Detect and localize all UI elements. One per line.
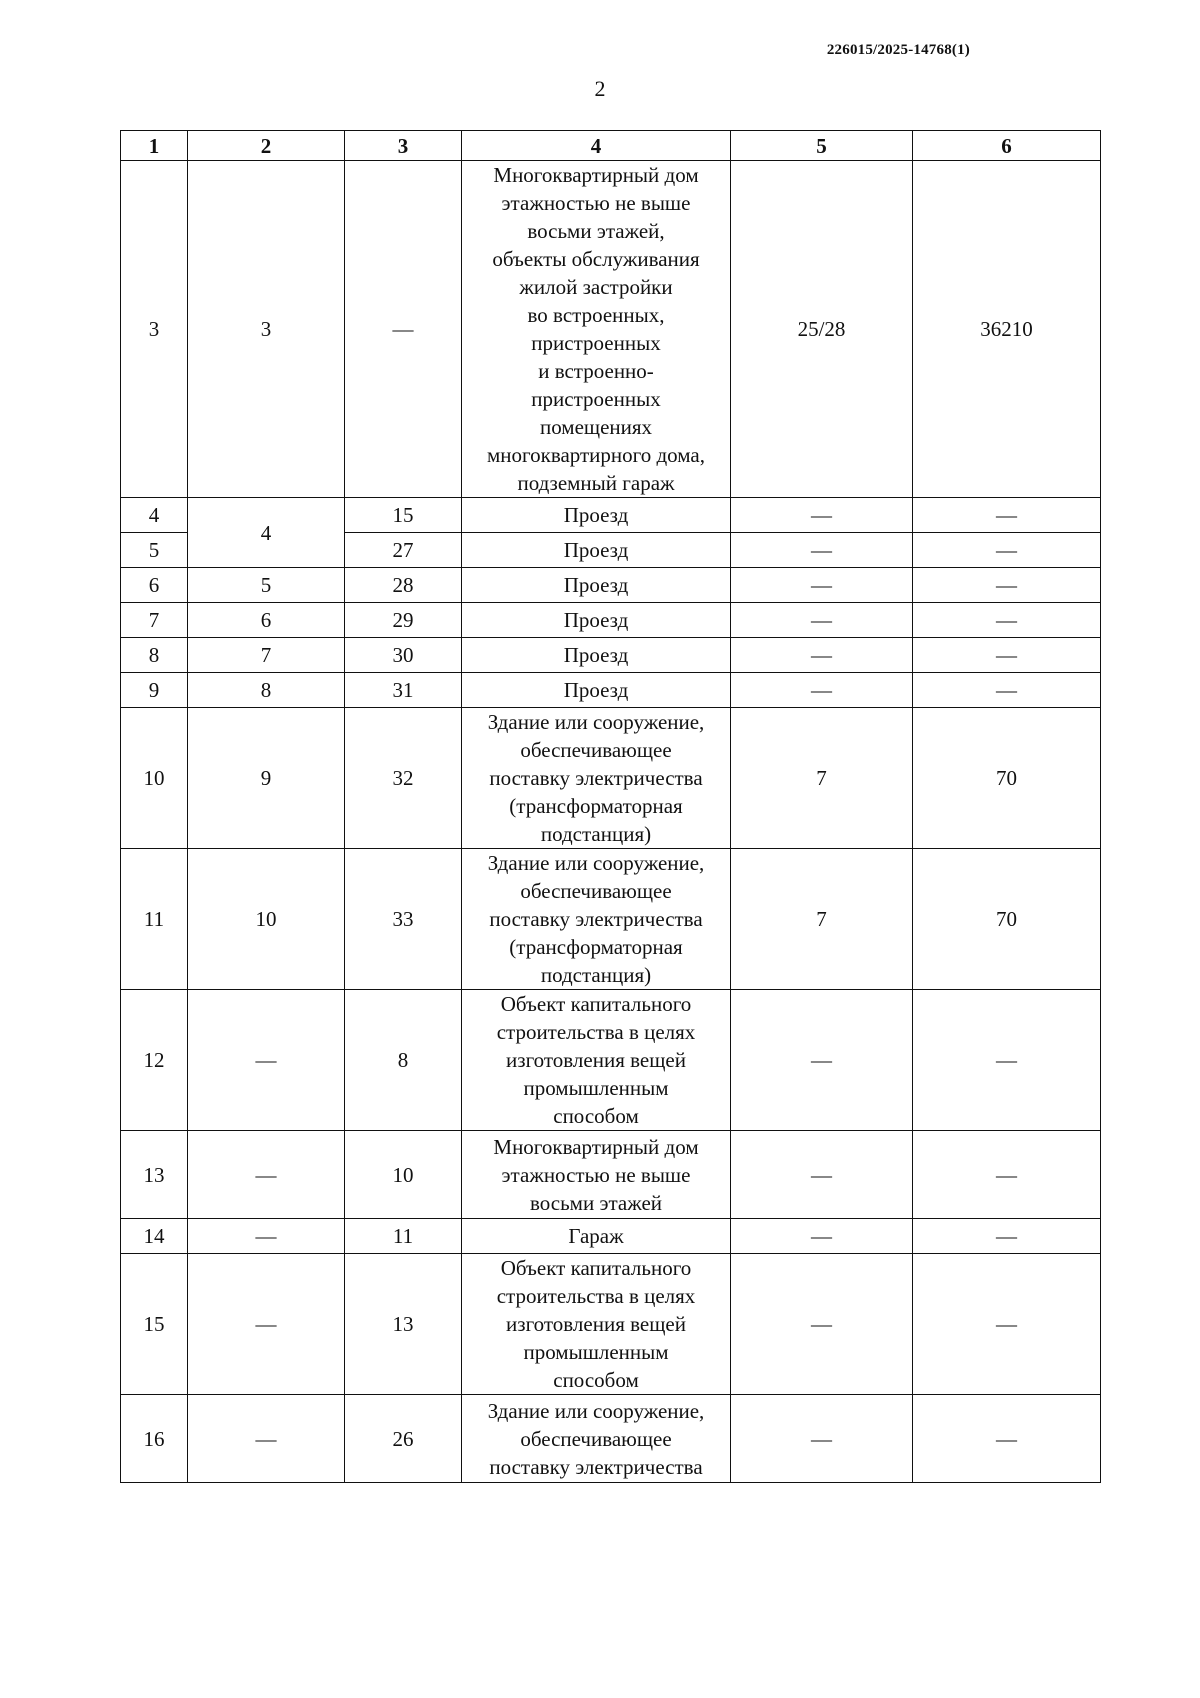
column-5-cell: — xyxy=(731,603,913,638)
row-number-cell: 8 xyxy=(121,638,188,673)
table-row xyxy=(121,161,1101,498)
table-header-row xyxy=(121,131,1101,161)
column-header: 6 xyxy=(913,131,1101,161)
column-5-cell: 7 xyxy=(731,708,913,849)
column-3-cell: 29 xyxy=(345,603,462,638)
column-6-cell: 36210 xyxy=(913,161,1101,498)
column-5-cell: — xyxy=(731,533,913,568)
column-3-cell: 31 xyxy=(345,673,462,708)
table-row xyxy=(121,1131,1101,1219)
row-number-cell: 5 xyxy=(121,533,188,568)
column-5-cell: — xyxy=(731,1131,913,1219)
table-row xyxy=(121,603,1101,638)
document-number: 226015/2025-14768(1) xyxy=(826,42,970,58)
column-3-cell: — xyxy=(345,161,462,498)
row-number-cell: 6 xyxy=(121,568,188,603)
column-6-cell: — xyxy=(913,603,1101,638)
column-2-cell: 5 xyxy=(188,568,345,603)
column-3-cell: 15 xyxy=(345,498,462,533)
column-2-cell: 8 xyxy=(188,673,345,708)
column-6-cell: — xyxy=(913,673,1101,708)
column-5-cell: — xyxy=(731,673,913,708)
column-2-cell: 6 xyxy=(188,603,345,638)
table-row xyxy=(121,708,1101,849)
description-cell: Здание или сооружение, обеспечивающее поставку электричества (трансформаторная подстанция) xyxy=(462,849,731,990)
row-number-cell: 15 xyxy=(121,1254,188,1395)
column-5-cell: 25/28 xyxy=(731,161,913,498)
column-2-cell: 10 xyxy=(188,849,345,990)
column-6-cell: — xyxy=(913,498,1101,533)
column-6-cell: 70 xyxy=(913,708,1101,849)
column-6-cell: 70 xyxy=(913,849,1101,990)
column-2-cell: 7 xyxy=(188,638,345,673)
column-3-cell: 13 xyxy=(345,1254,462,1395)
row-number-cell: 14 xyxy=(121,1219,188,1254)
table-row xyxy=(121,1219,1101,1254)
column-6-cell: — xyxy=(913,1254,1101,1395)
column-3-cell: 33 xyxy=(345,849,462,990)
row-number-cell: 3 xyxy=(121,161,188,498)
description-cell: Здание или сооружение, обеспечивающее поставку электричества (трансформаторная подстанция) xyxy=(462,708,731,849)
column-3-cell: 30 xyxy=(345,638,462,673)
column-5-cell: 7 xyxy=(731,849,913,990)
description-cell: Здание или сооружение, обеспечивающее поставку электричества xyxy=(462,1395,731,1483)
description-cell: Проезд xyxy=(462,638,731,673)
column-2-cell: 4 xyxy=(188,498,345,568)
column-2-cell: 3 xyxy=(188,161,345,498)
column-3-cell: 26 xyxy=(345,1395,462,1483)
column-3-cell: 10 xyxy=(345,1131,462,1219)
description-cell: Проезд xyxy=(462,533,731,568)
description-cell: Гараж xyxy=(462,1219,731,1254)
column-5-cell: — xyxy=(731,1254,913,1395)
row-number-cell: 10 xyxy=(121,708,188,849)
row-number-cell: 16 xyxy=(121,1395,188,1483)
description-cell: Проезд xyxy=(462,603,731,638)
column-6-cell: — xyxy=(913,990,1101,1131)
column-2-cell: — xyxy=(188,1219,345,1254)
column-header: 5 xyxy=(731,131,913,161)
table-row xyxy=(121,673,1101,708)
table-row xyxy=(121,849,1101,990)
row-number-cell: 9 xyxy=(121,673,188,708)
column-3-cell: 28 xyxy=(345,568,462,603)
row-number-cell: 12 xyxy=(121,990,188,1131)
column-3-cell: 32 xyxy=(345,708,462,849)
description-cell: Многоквартирный дом этажностью не выше восьми этажей xyxy=(462,1131,731,1219)
table-row xyxy=(121,568,1101,603)
description-cell: Объект капитального строительства в целях изготовления вещей промышленным способом xyxy=(462,1254,731,1395)
table-row xyxy=(121,638,1101,673)
column-6-cell: — xyxy=(913,568,1101,603)
column-6-cell: — xyxy=(913,1131,1101,1219)
row-number-cell: 11 xyxy=(121,849,188,990)
column-2-cell: — xyxy=(188,1254,345,1395)
row-number-cell: 13 xyxy=(121,1131,188,1219)
column-3-cell: 27 xyxy=(345,533,462,568)
column-6-cell: — xyxy=(913,533,1101,568)
column-2-cell: — xyxy=(188,1395,345,1483)
column-2-cell: — xyxy=(188,1131,345,1219)
column-2-cell: 9 xyxy=(188,708,345,849)
description-cell: Многоквартирный дом этажностью не выше восьми этажей, объекты обслуживания жилой застройки во встроенных, пристроенных и встроенно- пристроенных помещениях многоквартирного дома, подземный гараж xyxy=(462,161,731,498)
column-5-cell: — xyxy=(731,568,913,603)
register-table xyxy=(120,130,1101,1483)
table-row xyxy=(121,1254,1101,1395)
row-number-cell: 7 xyxy=(121,603,188,638)
row-number-cell: 4 xyxy=(121,498,188,533)
column-6-cell: — xyxy=(913,1395,1101,1483)
column-3-cell: 11 xyxy=(345,1219,462,1254)
column-5-cell: — xyxy=(731,1395,913,1483)
description-cell: Проезд xyxy=(462,673,731,708)
column-5-cell: — xyxy=(731,498,913,533)
column-6-cell: — xyxy=(913,1219,1101,1254)
column-header: 1 xyxy=(121,131,188,161)
column-header: 2 xyxy=(188,131,345,161)
description-cell: Объект капитального строительства в целях изготовления вещей промышленным способом xyxy=(462,990,731,1131)
column-header: 3 xyxy=(345,131,462,161)
column-5-cell: — xyxy=(731,1219,913,1254)
column-3-cell: 8 xyxy=(345,990,462,1131)
column-5-cell: — xyxy=(731,990,913,1131)
page-number: 2 xyxy=(594,76,606,101)
column-2-cell: — xyxy=(188,990,345,1131)
column-header: 4 xyxy=(462,131,731,161)
table-row xyxy=(121,990,1101,1131)
table-row xyxy=(121,1395,1101,1483)
description-cell: Проезд xyxy=(462,498,731,533)
description-cell: Проезд xyxy=(462,568,731,603)
column-6-cell: — xyxy=(913,638,1101,673)
column-5-cell: — xyxy=(731,638,913,673)
table-row xyxy=(121,498,1101,533)
